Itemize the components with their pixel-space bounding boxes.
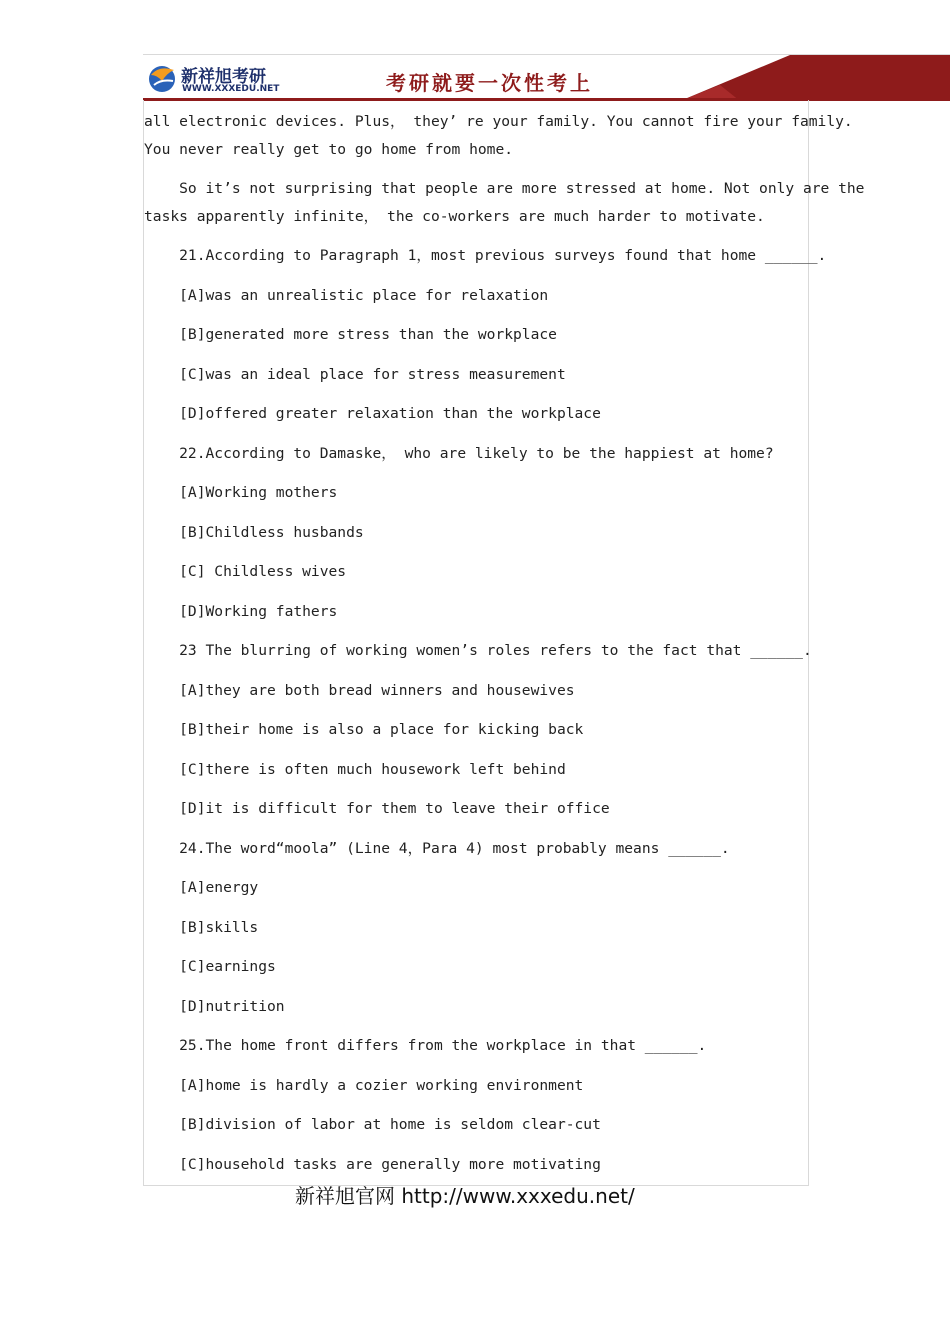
option-line: [C]household tasks are generally more motivating [144,1156,601,1173]
option-line: [A]was an unrealistic place for relaxation [144,287,549,304]
option-line: [B]skills [144,919,259,936]
header-banner [680,55,950,101]
page-footer: 新祥旭官网 http://www.xxxedu.net/ [295,1184,635,1208]
option-line: [C]earnings [144,958,276,975]
header-slogan: 考研就要一次性考上 [386,71,593,95]
logo-url: WWW.XXXEDU.NET [182,84,280,94]
logo-name: 新祥旭考研 [181,67,266,87]
page-header [143,54,950,101]
option-line: [B]their home is also a place for kicking back [144,721,584,738]
text-line: all electronic devices. Plus， they’ re your family. You cannot fire your family. [144,113,853,130]
text-line: So it’s not surprising that people are more stressed at home. Not only are the [144,180,865,197]
text-line: You never really get to go home from home. [144,141,514,158]
option-line: [C] Childless wives [144,563,347,580]
question-24: 24.The word“moola” (Line 4，Para 4) most probably means ______. [144,840,730,857]
option-line: [D]it is difficult for them to leave their office [144,800,610,817]
option-line: [D]nutrition [144,998,285,1015]
question-25: 25.The home front differs from the workplace in that ______. [144,1037,707,1054]
option-line: [B]generated more stress than the workplace [144,326,557,343]
option-line: [A]home is hardly a cozier working environment [144,1077,584,1094]
header-banner-text: 京城考研辅导第一品牌 [606,19,796,39]
text-line: tasks apparently infinite， the co-workers are much harder to motivate. [144,208,765,225]
option-line: [D]offered greater relaxation than the workplace [144,405,601,422]
option-line: [C]was an ideal place for stress measurement [144,366,566,383]
option-line: [C]there is often much housework left behind [144,761,566,778]
option-line: [A]Working mothers [144,484,338,501]
option-line: [A]they are both bread winners and housewives [144,682,575,699]
question-22: 22.According to Damaske， who are likely to be the happiest at home? [144,445,774,462]
option-line: [B]division of labor at home is seldom clear-cut [144,1116,601,1133]
globe-logo-icon [147,61,179,95]
question-23: 23 The blurring of working women’s roles refers to the fact that ______. [144,642,812,659]
option-line: [D]Working fathers [144,603,338,620]
question-21: 21.According to Paragraph 1，most previous surveys found that home ______. [144,247,827,264]
option-line: [B]Childless husbands [144,524,364,541]
brand-logo [147,61,279,97]
option-line: [A]energy [144,879,259,896]
header-divider [143,98,950,101]
